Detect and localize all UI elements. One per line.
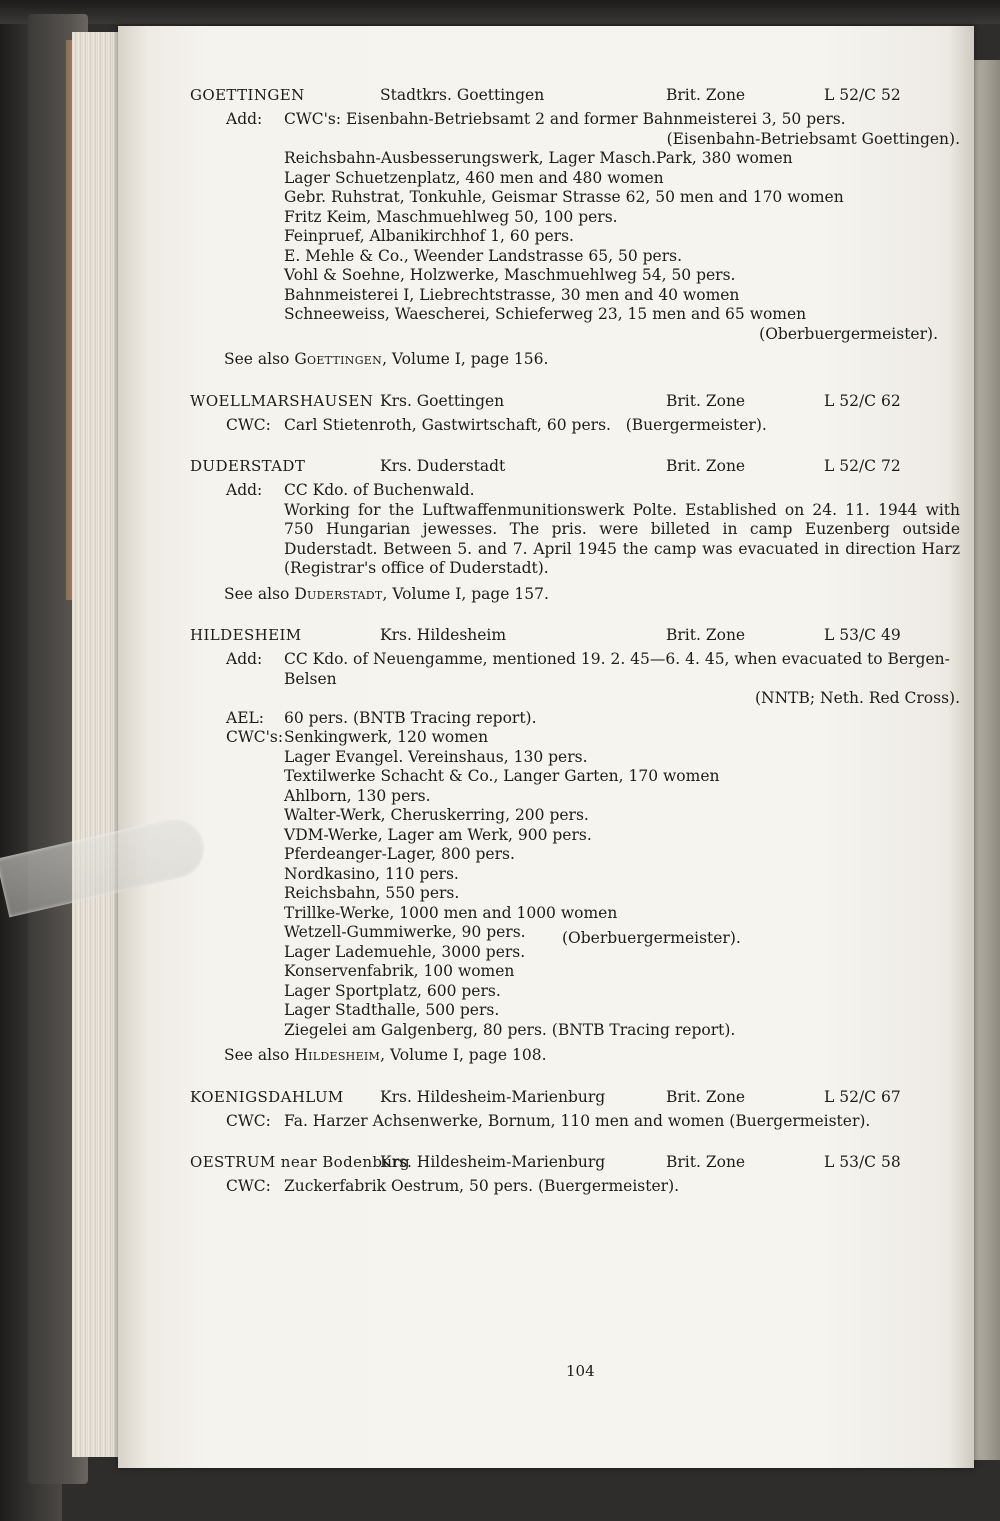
entry-koenigsdahlum [190, 1088, 980, 1132]
add-line [190, 481, 980, 501]
cwc-label: CWC: [226, 415, 271, 434]
place-name: WOELLMARSHAUSEN [190, 391, 374, 410]
list-item: Vohl & Soehne, Holzwerke, Maschmuehlweg 54, 50 pers. [284, 266, 736, 284]
list-source: (Oberbuergermeister). [562, 929, 741, 947]
cwc-text: Carl Stietenroth, Gastwirtschaft, 60 pers. (Buergermeister). [284, 415, 767, 434]
map-reference: L 52/C 52 [824, 86, 901, 104]
see-also-suffix: , Volume I, page 156. [382, 350, 549, 368]
entry-heading [190, 457, 980, 481]
list-item: Bahnmeisterei I, Liebrechtstrasse, 30 men and 40 women [284, 285, 740, 304]
list-item: Nordkasino, 110 pers. [284, 864, 459, 883]
cwc-list [190, 149, 980, 325]
list-item: Senkingwerk, 120 women [284, 728, 489, 746]
cwc-text: Fa. Harzer Achsenwerke, Bornum, 110 men and women (Buergermeister). [284, 1111, 871, 1130]
list-item: Walter-Werk, Cheruskerring, 200 pers. [284, 806, 589, 824]
entry-heading [190, 1088, 980, 1112]
add-text: CC Kdo. of Neuengamme, mentioned 19. 2. 45—6. 4. 45, when evacuated to Bergen-Belsen [284, 650, 950, 688]
see-also-prefix: See also [224, 1046, 290, 1064]
cwc-label: CWC: [226, 1111, 271, 1130]
see-also-place: Hildesheim [294, 1046, 381, 1064]
entry-oestrum [190, 1153, 980, 1197]
list-item: Lager Schuetzenplatz, 460 men and 480 women [284, 168, 664, 187]
district-name: Krs. Hildesheim [380, 626, 507, 644]
see-also-place: Goettingen [294, 350, 383, 368]
zone-label: Brit. Zone [666, 391, 746, 410]
cwc-label: CWC: [226, 1177, 271, 1195]
list-item: Schneeweiss, Waescherei, Schieferweg 23, 15 men and 65 women [284, 305, 807, 323]
list-item: VDM-Werke, Lager am Werk, 900 pers. [284, 825, 592, 844]
zone-label: Brit. Zone [666, 86, 746, 104]
list-item: Textilwerke Schacht & Co., Langer Garten, 170 women [284, 767, 720, 785]
list-item: Ahlborn, 130 pers. [284, 786, 431, 805]
map-reference: L 52/C 67 [824, 1087, 901, 1106]
page-number: 104 [566, 1362, 595, 1380]
ael-line [190, 709, 980, 729]
see-also-line [190, 1046, 980, 1066]
map-reference: L 53/C 49 [824, 626, 901, 644]
list-item: Feinpruef, Albanikirchhof 1, 60 pers. [284, 227, 574, 245]
entry-heading [190, 392, 980, 416]
entry-heading [190, 1153, 980, 1177]
see-also-prefix: See also [224, 584, 290, 603]
see-also-place: Duderstadt [294, 584, 383, 603]
district-name: Krs. Hildesheim-Marienburg [380, 1087, 606, 1106]
cwc-text: Zuckerfabrik Oestrum, 50 pers. (Buergermeister). [284, 1177, 680, 1195]
place-name: HILDESHEIM [190, 626, 302, 644]
district-name: Krs. Goettingen [380, 391, 505, 410]
zone-label: Brit. Zone [666, 457, 746, 475]
add-line [190, 110, 980, 130]
cwc-label: CWC's: [226, 728, 284, 746]
entry-hildesheim [190, 626, 980, 1066]
see-also-suffix: , Volume I, page 108. [380, 1046, 547, 1064]
list-item: Lager Lademuehle, 3000 pers. [284, 942, 526, 961]
list-item: Wetzell-Gummiwerke, 90 pers. [284, 923, 526, 941]
list-item: Fritz Keim, Maschmuehlweg 50, 100 pers. [284, 207, 618, 226]
cwc-line [190, 1177, 980, 1197]
see-also-line [190, 585, 980, 605]
list-item-with-source [284, 923, 980, 947]
zone-label: Brit. Zone [666, 626, 746, 644]
add-source: (Eisenbahn-Betriebsamt Goettingen). [666, 129, 960, 148]
list-item: Reichsbahn-Ausbesserungswerk, Lager Masch.Park, 380 women [284, 149, 793, 167]
map-reference: L 53/C 58 [824, 1153, 901, 1171]
list-item: Pferdeanger-Lager, 800 pers. [284, 845, 515, 863]
see-also-prefix: See also [224, 350, 290, 368]
district-name: Krs. Hildesheim-Marienburg [380, 1153, 606, 1171]
list-item: Lager Evangel. Vereinshaus, 130 pers. [284, 747, 588, 766]
add-source: (NNTB; Neth. Red Cross). [754, 689, 960, 707]
add-label: Add: [226, 110, 263, 128]
list-item: Konservenfabrik, 100 women [284, 962, 515, 980]
entry-heading [190, 626, 980, 650]
entry-woellmarshausen [190, 392, 980, 436]
place-name: OESTRUM near Bodenburg [190, 1153, 411, 1171]
ael-label: AEL: [226, 708, 265, 727]
place-name: GOETTINGEN [190, 86, 305, 104]
cwc-block [190, 728, 980, 1040]
add-text: CC Kdo. of Buchenwald. [284, 481, 475, 499]
cwc-line [190, 416, 980, 436]
list-item: Lager Stadthalle, 500 pers. [284, 1001, 500, 1019]
add-label: Add: [226, 481, 263, 499]
list-item: Lager Sportplatz, 600 pers. [284, 981, 501, 1000]
list-item: Reichsbahn, 550 pers. [284, 884, 460, 902]
add-text: CWC's: Eisenbahn-Betriebsamt 2 and former Bahnmeisterei 3, 50 pers. [284, 110, 846, 128]
cwc-line [190, 1112, 980, 1132]
cwc-list [284, 728, 980, 1040]
top-backdrop [0, 0, 1000, 24]
entry-duderstadt [190, 457, 980, 604]
add-line [190, 650, 980, 689]
ael-text: 60 pers. (BNTB Tracing report). [284, 708, 537, 727]
see-also-suffix: , Volume I, page 157. [382, 584, 549, 603]
list-item: Ziegelei am Galgenberg, 80 pers. (BNTB Tracing report). [284, 1020, 736, 1039]
see-also-line [190, 350, 980, 370]
page-stack-edges [72, 32, 122, 1457]
place-name: DUDERSTADT [190, 457, 306, 475]
description-paragraph: Working for the Luftwaffenmunitionswerk Polte. Established on 24. 11. 1944 with 750 Hungarian jewesses. The pris. were billeted in camp Euzenberg outside Duderstadt. Between 5. and 7. April 1945 the camp was evacuated in direction Harz (Registrar's office of Duderstadt). [284, 500, 960, 577]
map-reference: L 52/C 62 [824, 391, 901, 410]
entry-heading [190, 86, 980, 110]
district-name: Krs. Duderstadt [380, 457, 506, 475]
entry-goettingen [190, 86, 980, 370]
list-item: E. Mehle & Co., Weender Landstrasse 65, 50 pers. [284, 246, 682, 265]
map-reference: L 52/C 72 [824, 457, 901, 475]
list-item: Gebr. Ruhstrat, Tonkuhle, Geismar Strasse 62, 50 men and 170 women [284, 188, 844, 206]
add-label: Add: [226, 650, 263, 668]
zone-label: Brit. Zone [666, 1087, 746, 1106]
list-item: Trillke-Werke, 1000 men and 1000 women [284, 903, 618, 922]
district-name: Stadtkrs. Goettingen [380, 86, 545, 104]
zone-label: Brit. Zone [666, 1153, 746, 1171]
place-name: KOENIGSDAHLUM [190, 1087, 344, 1106]
page-content [190, 86, 980, 1219]
list-source: (Oberbuergermeister). [759, 324, 938, 343]
